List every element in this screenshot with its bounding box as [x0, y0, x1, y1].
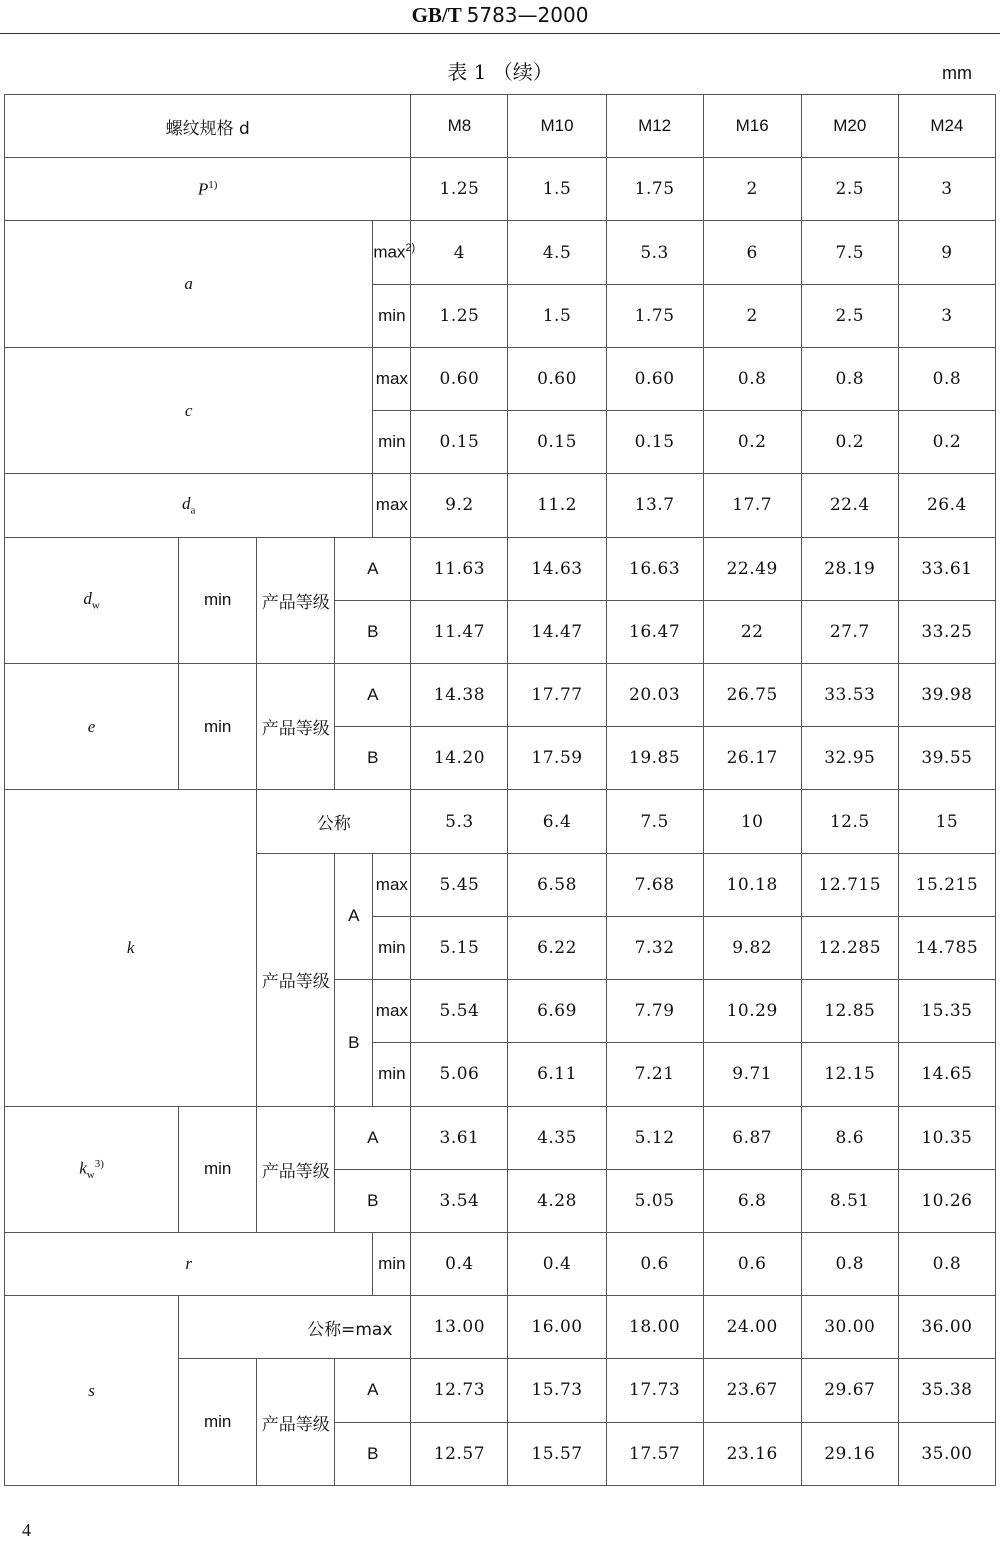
footnote-mark: 2) [405, 242, 416, 255]
cell-value: 4.5 [508, 221, 606, 284]
max-label [373, 221, 416, 284]
cell-value: 22 [703, 600, 801, 663]
cell-value: 0.2 [801, 411, 898, 474]
grade-B: B [335, 1169, 411, 1232]
cell-value: 14.47 [508, 600, 606, 663]
cell-value: 6.11 [508, 1043, 606, 1106]
cell-value: 7.32 [606, 916, 703, 979]
cell-value: 14.785 [898, 916, 995, 979]
cell-value: 6.22 [508, 916, 606, 979]
cell-value: 0.15 [606, 411, 703, 474]
cell-value: 17.7 [703, 474, 801, 537]
param-kw-label [5, 1106, 179, 1232]
size-header: M8 [411, 95, 508, 158]
cell-value: 4.35 [508, 1106, 606, 1169]
row-c-max [5, 347, 996, 410]
cell-value: 22.4 [801, 474, 898, 537]
col-header-label: 螺纹规格 d [5, 95, 411, 158]
max-label: max [373, 980, 411, 1043]
cell-value: 23.16 [703, 1422, 801, 1485]
grade-label: 产品等级 [257, 1359, 335, 1486]
cell-value: 0.15 [508, 411, 606, 474]
cell-value: 0.4 [411, 1232, 508, 1295]
param-s-label: s [5, 1296, 179, 1486]
grade-A: A [335, 537, 411, 600]
grade-B: B [335, 727, 411, 790]
cell-value: 17.73 [606, 1359, 703, 1422]
row-P [5, 158, 996, 221]
cell-value: 23.67 [703, 1359, 801, 1422]
cell-value: 0.60 [411, 347, 508, 410]
min-label: min [179, 663, 257, 789]
unit-label: mm [942, 63, 972, 83]
standard-header [0, 0, 1000, 30]
cell-value: 9.82 [703, 916, 801, 979]
cell-value: 16.47 [606, 600, 703, 663]
cell-value: 4 [411, 221, 508, 284]
cell-value: 0.4 [508, 1232, 606, 1295]
cell-value: 0.8 [703, 347, 801, 410]
min-label: min [373, 1043, 411, 1106]
cell-value: 16.00 [508, 1296, 606, 1359]
cell-value: 5.45 [411, 853, 508, 916]
size-header: M20 [801, 95, 898, 158]
cell-value: 12.5 [801, 790, 898, 853]
row-s-max [5, 1296, 996, 1359]
header-rule [0, 33, 1000, 34]
cell-value: 11.47 [411, 600, 508, 663]
cell-value: 18.00 [606, 1296, 703, 1359]
cell-value: 1.75 [606, 158, 703, 221]
cell-value: 5.15 [411, 916, 508, 979]
subscript: w [91, 599, 100, 612]
footnote-mark: 3) [94, 1157, 104, 1170]
cell-value: 26.75 [703, 663, 801, 726]
cell-value: 35.38 [898, 1359, 995, 1422]
standard-number: 5783—2000 [466, 3, 589, 27]
cell-value: 5.3 [606, 221, 703, 284]
cell-value: 7.5 [801, 221, 898, 284]
cell-value: 0.8 [898, 1232, 995, 1295]
cell-value: 5.06 [411, 1043, 508, 1106]
symbol-text: d [181, 494, 191, 514]
cell-value: 4.28 [508, 1169, 606, 1232]
cell-value: 5.05 [606, 1169, 703, 1232]
row-a-max [5, 221, 996, 284]
cell-value: 1.75 [606, 284, 703, 347]
grade-B: B [335, 980, 373, 1106]
cell-value: 15.215 [898, 853, 995, 916]
table-caption: 表 1 （续） [447, 60, 553, 84]
cell-value: 32.95 [801, 727, 898, 790]
cell-value: 10.18 [703, 853, 801, 916]
row-dw-A [5, 537, 996, 600]
cell-value: 17.59 [508, 727, 606, 790]
cell-value: 14.38 [411, 663, 508, 726]
nominal-label: 公称 [257, 790, 411, 853]
cell-value: 10.26 [898, 1169, 995, 1232]
cell-value: 9.71 [703, 1043, 801, 1106]
param-P-label [5, 158, 411, 221]
cell-value: 9 [898, 221, 995, 284]
cell-value: 15 [898, 790, 995, 853]
footnote-mark: 1) [208, 179, 218, 191]
row-e-A [5, 663, 996, 726]
cell-value: 0.60 [508, 347, 606, 410]
max-label: max [373, 474, 411, 537]
cell-value: 10 [703, 790, 801, 853]
cell-value: 5.54 [411, 980, 508, 1043]
cell-value: 0.8 [801, 347, 898, 410]
cell-value: 0.2 [703, 411, 801, 474]
grade-A: A [335, 1106, 411, 1169]
param-r-label: r [5, 1232, 373, 1295]
grade-label: 产品等级 [257, 1106, 335, 1232]
cell-value: 30.00 [801, 1296, 898, 1359]
cell-value: 35.00 [898, 1422, 995, 1485]
row-size-header [5, 95, 996, 158]
min-label: min [373, 916, 411, 979]
min-label: min [179, 1106, 257, 1232]
cell-value: 16.63 [606, 537, 703, 600]
cell-value: 3 [898, 284, 995, 347]
cell-value: 12.15 [801, 1043, 898, 1106]
size-header: M24 [898, 95, 995, 158]
grade-A: A [335, 1359, 411, 1422]
cell-value: 26.4 [898, 474, 995, 537]
row-da-max [5, 474, 996, 537]
cell-value: 15.35 [898, 980, 995, 1043]
row-k-nominal [5, 790, 996, 853]
cell-value: 39.55 [898, 727, 995, 790]
cell-value: 39.98 [898, 663, 995, 726]
param-a-label: a [5, 221, 373, 347]
grade-A: A [335, 853, 373, 979]
cell-value: 12.73 [411, 1359, 508, 1422]
cell-value: 29.67 [801, 1359, 898, 1422]
cell-value: 0.6 [606, 1232, 703, 1295]
cell-value: 0.8 [898, 347, 995, 410]
cell-value: 0.6 [703, 1232, 801, 1295]
symbol-text: d [83, 589, 92, 609]
cell-value: 12.285 [801, 916, 898, 979]
cell-value: 10.29 [703, 980, 801, 1043]
cell-value: 24.00 [703, 1296, 801, 1359]
max-text: max [373, 242, 406, 262]
cell-value: 0.15 [411, 411, 508, 474]
param-c-label: c [5, 347, 373, 473]
cell-value: 2 [703, 158, 801, 221]
size-header: M16 [703, 95, 801, 158]
grade-label: 产品等级 [257, 537, 335, 663]
cell-value: 3 [898, 158, 995, 221]
cell-value: 22.49 [703, 537, 801, 600]
cell-value: 17.77 [508, 663, 606, 726]
param-dw-label [5, 537, 179, 663]
grade-A: A [335, 663, 411, 726]
cell-value: 19.85 [606, 727, 703, 790]
grade-B: B [335, 600, 411, 663]
cell-value: 3.61 [411, 1106, 508, 1169]
cell-value: 3.54 [411, 1169, 508, 1232]
cell-value: 12.715 [801, 853, 898, 916]
cell-value: 6.87 [703, 1106, 801, 1169]
cell-value: 36.00 [898, 1296, 995, 1359]
cell-value: 13.7 [606, 474, 703, 537]
cell-value: 2.5 [801, 158, 898, 221]
standard-prefix: GB/T [411, 3, 462, 27]
min-label: min [373, 1232, 411, 1295]
cell-value: 6.58 [508, 853, 606, 916]
dimension-table [4, 94, 996, 1486]
cell-value: 1.5 [508, 284, 606, 347]
cell-value: 12.85 [801, 980, 898, 1043]
cell-value: 11.2 [508, 474, 606, 537]
cell-value: 0.2 [898, 411, 995, 474]
min-label: min [373, 284, 411, 347]
cell-value: 5.12 [606, 1106, 703, 1169]
page-number: 4 [22, 1520, 31, 1540]
cell-value: 26.17 [703, 727, 801, 790]
max-label: max [373, 347, 411, 410]
subscript: w [86, 1168, 95, 1181]
cell-value: 13.00 [411, 1296, 508, 1359]
cell-value: 33.25 [898, 600, 995, 663]
row-r-min [5, 1232, 996, 1295]
cell-value: 12.57 [411, 1422, 508, 1485]
subscript: a [190, 504, 196, 517]
grade-label: 产品等级 [257, 853, 335, 1106]
cell-value: 5.3 [411, 790, 508, 853]
grade-label: 产品等级 [257, 663, 335, 789]
cell-value: 6.69 [508, 980, 606, 1043]
symbol-text: P [197, 179, 209, 199]
cell-value: 27.7 [801, 600, 898, 663]
cell-value: 0.8 [801, 1232, 898, 1295]
cell-value: 14.63 [508, 537, 606, 600]
min-label: min [179, 537, 257, 663]
cell-value: 1.25 [411, 284, 508, 347]
cell-value: 7.5 [606, 790, 703, 853]
cell-value: 33.53 [801, 663, 898, 726]
cell-value: 20.03 [606, 663, 703, 726]
cell-value: 17.57 [606, 1422, 703, 1485]
param-e-label: e [5, 663, 179, 789]
size-header: M10 [508, 95, 606, 158]
cell-value: 2 [703, 284, 801, 347]
cell-value: 2.5 [801, 284, 898, 347]
cell-value: 11.63 [411, 537, 508, 600]
param-da-label [5, 474, 373, 537]
row-kw-A [5, 1106, 996, 1169]
cell-value: 15.57 [508, 1422, 606, 1485]
symbol-text: k [79, 1158, 87, 1178]
min-label: min [179, 1359, 257, 1486]
cell-value: 8.51 [801, 1169, 898, 1232]
max-label: max [373, 853, 411, 916]
cell-value: 28.19 [801, 537, 898, 600]
cell-value: 7.79 [606, 980, 703, 1043]
cell-value: 6.4 [508, 790, 606, 853]
cell-value: 8.6 [801, 1106, 898, 1169]
cell-value: 29.16 [801, 1422, 898, 1485]
cell-value: 14.65 [898, 1043, 995, 1106]
nominal-max-label: 公称=max [179, 1296, 411, 1359]
cell-value: 7.68 [606, 853, 703, 916]
cell-value: 10.35 [898, 1106, 995, 1169]
cell-value: 1.25 [411, 158, 508, 221]
cell-value: 6 [703, 221, 801, 284]
cell-value: 33.61 [898, 537, 995, 600]
size-header: M12 [606, 95, 703, 158]
param-k-label: k [5, 790, 257, 1106]
cell-value: 6.8 [703, 1169, 801, 1232]
grade-B: B [335, 1422, 411, 1485]
min-label: min [373, 411, 411, 474]
cell-value: 7.21 [606, 1043, 703, 1106]
cell-value: 15.73 [508, 1359, 606, 1422]
cell-value: 9.2 [411, 474, 508, 537]
cell-value: 0.60 [606, 347, 703, 410]
cell-value: 14.20 [411, 727, 508, 790]
cell-value: 1.5 [508, 158, 606, 221]
